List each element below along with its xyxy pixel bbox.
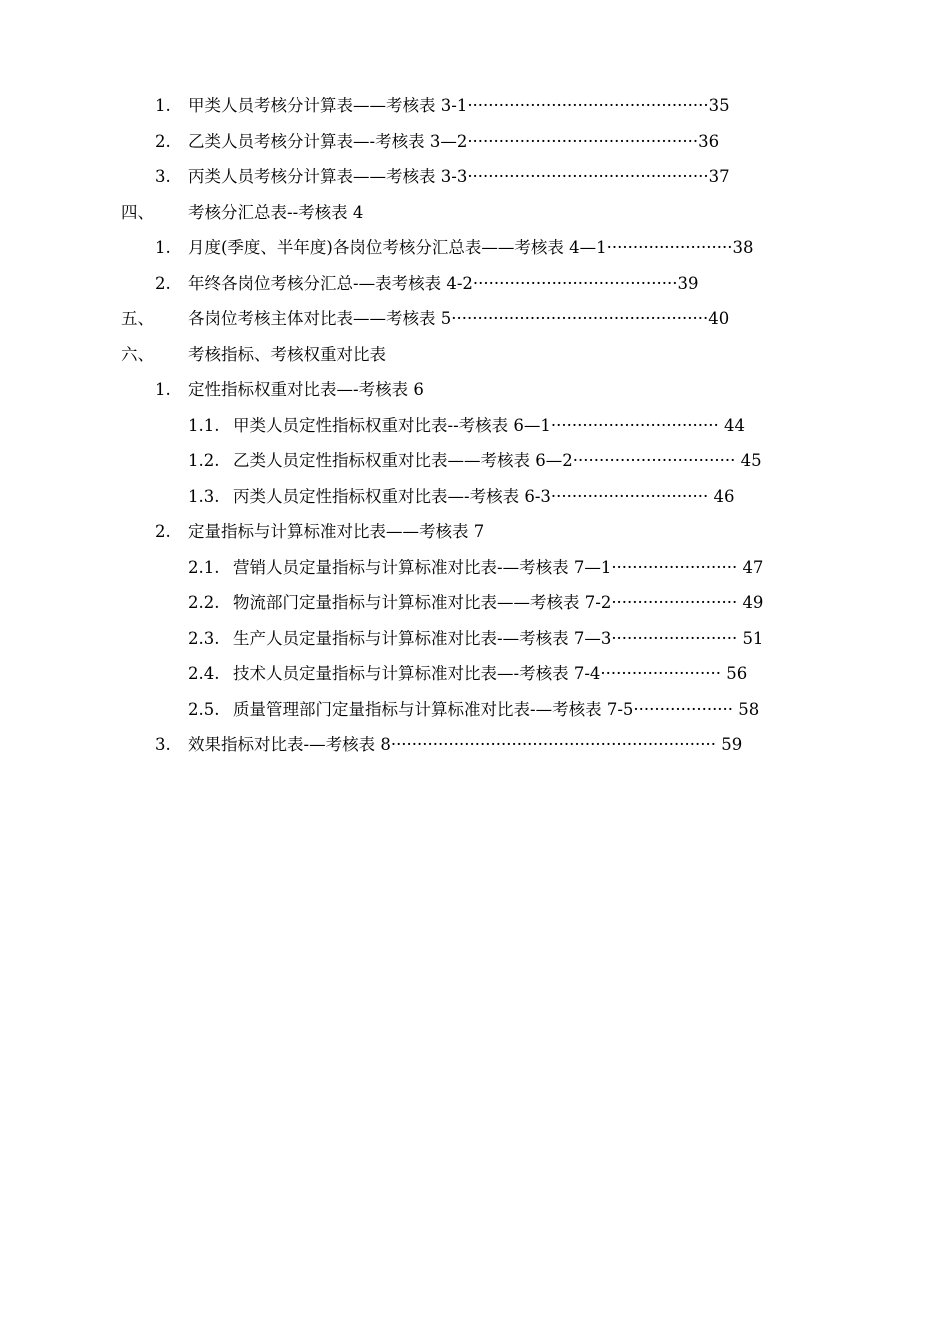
toc-section-heading[interactable]	[0, 337, 950, 373]
toc-entry-number: 2.3.	[188, 628, 220, 648]
toc-entry-text: 考核指标、考核权重对比表	[188, 344, 386, 364]
toc-entry-number: 2.	[155, 522, 171, 541]
toc-entry-text: 物流部门定量指标与计算标准对比表——考核表 7-2························ 49	[233, 593, 764, 612]
toc-entry-text: 营销人员定量指标与计算标准对比表-—考核表 7—1························ 47	[233, 557, 764, 577]
toc-subentry[interactable]	[0, 692, 950, 728]
toc-entry-text: 月度(季度、半年度)各岗位考核分汇总表——考核表 4—1························38	[188, 238, 754, 257]
toc-entry-number: 1.2.	[188, 451, 220, 470]
toc-entry-number: 2.1.	[188, 557, 220, 577]
toc-entry-number: 六、	[121, 344, 154, 364]
table-of-contents	[0, 88, 950, 763]
toc-entry[interactable]	[0, 124, 950, 160]
toc-entry[interactable]	[0, 727, 950, 763]
toc-entry-number: 1.	[155, 96, 171, 115]
toc-entry[interactable]	[0, 266, 950, 302]
toc-section-heading[interactable]	[0, 195, 950, 231]
toc-entry-text: 丙类人员定性指标权重对比表—-考核表 6-3······························ 46	[233, 486, 735, 506]
toc-entry-number: 2.2.	[188, 593, 220, 612]
toc-entry-number: 2.4.	[188, 664, 220, 683]
toc-entry-text: 效果指标对比表-—考核表 8······························································ 59	[188, 735, 743, 754]
toc-entry-number: 2.	[155, 273, 171, 293]
toc-entry-number: 2.5.	[188, 699, 220, 719]
toc-entry-number: 四、	[121, 202, 154, 222]
toc-entry[interactable]	[0, 372, 950, 408]
toc-entry-number: 2.	[155, 131, 171, 151]
toc-entry-text: 甲类人员考核分计算表——考核表 3-1··············································35	[188, 96, 730, 115]
toc-entry-number: 3.	[155, 167, 171, 186]
toc-entry[interactable]	[0, 159, 950, 195]
toc-entry[interactable]	[0, 230, 950, 266]
toc-entry-text: 质量管理部门定量指标与计算标准对比表-—考核表 7-5··················· 58	[233, 699, 760, 719]
toc-entry-number: 1.1.	[188, 415, 220, 435]
toc-entry-text: 生产人员定量指标与计算标准对比表-—考核表 7—3························ 51	[233, 628, 764, 648]
toc-entry-text: 年终各岗位考核分汇总-—表考核表 4-2·······································39	[188, 273, 699, 293]
toc-entry-text: 定性指标权重对比表—-考核表 6	[188, 380, 424, 399]
toc-entry[interactable]	[0, 88, 950, 124]
toc-entry[interactable]	[0, 514, 950, 550]
toc-subentry[interactable]	[0, 550, 950, 586]
toc-subentry[interactable]	[0, 621, 950, 657]
toc-entry-number: 1.	[155, 380, 171, 399]
toc-subentry[interactable]	[0, 443, 950, 479]
toc-entry-text: 甲类人员定性指标权重对比表--考核表 6—1································ 44	[233, 415, 745, 435]
toc-subentry[interactable]	[0, 479, 950, 515]
toc-entry-number: 3.	[155, 735, 171, 754]
toc-entry-text: 考核分汇总表--考核表 4	[188, 202, 364, 222]
toc-subentry[interactable]	[0, 656, 950, 692]
toc-entry-number: 1.	[155, 238, 171, 257]
toc-entry-text: 各岗位考核主体对比表——考核表 5·················································40	[188, 309, 730, 328]
toc-entry-text: 定量指标与计算标准对比表——考核表 7	[188, 522, 485, 541]
toc-entry-text: 丙类人员考核分计算表——考核表 3-3··············································37	[188, 167, 730, 186]
toc-section-heading[interactable]	[0, 301, 950, 337]
toc-entry-text: 乙类人员考核分计算表—-考核表 3—2············································36	[188, 131, 720, 151]
toc-entry-text: 技术人员定量指标与计算标准对比表—-考核表 7-4······················· 56	[233, 664, 748, 683]
toc-entry-number: 五、	[121, 309, 154, 328]
toc-entry-number: 1.3.	[188, 486, 220, 506]
toc-entry-text: 乙类人员定性指标权重对比表——考核表 6—2······························· 45	[233, 451, 762, 470]
toc-subentry[interactable]	[0, 585, 950, 621]
toc-subentry[interactable]	[0, 408, 950, 444]
